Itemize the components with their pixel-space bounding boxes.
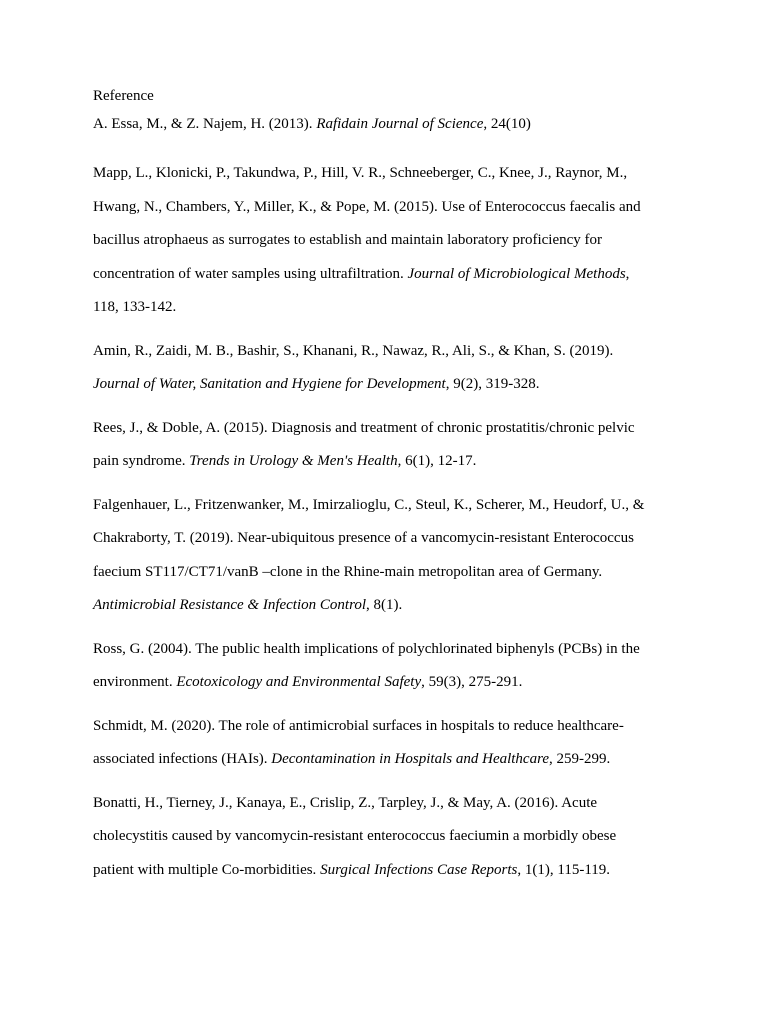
reference-text: , 8(1).	[366, 597, 403, 613]
reference-text: associated infections (HAIs).	[93, 751, 272, 767]
reference-entry	[93, 157, 673, 325]
reference-line	[93, 854, 673, 888]
reference-line	[93, 445, 673, 479]
reference-entry	[93, 114, 673, 134]
reference-text: 118, 133-142.	[93, 299, 177, 315]
reference-text: cholecystitis caused by vancomycin-resistant enterococcus faeciumin a morbidly obese	[93, 828, 617, 844]
reference-text: bacillus atrophaeus as surrogates to establish and maintain laboratory proficiency for	[93, 232, 603, 248]
reference-text: Mapp, L., Klonicki, P., Takundwa, P., Hill, V. R., Schneeberger, C., Knee, J., Raynor, M.,	[93, 165, 628, 181]
reference-text: environment.	[93, 674, 177, 690]
reference-line	[93, 224, 673, 258]
reference-line	[93, 335, 673, 369]
reference-line	[93, 589, 673, 623]
reference-source-title: Journal of Water, Sanitation and Hygiene for Development	[93, 376, 446, 392]
reference-line	[93, 666, 673, 700]
reference-text: Chakraborty, T. (2019). Near-ubiquitous presence of a vancomycin-resistant Enterococcus	[93, 530, 634, 546]
reference-text: , 24(10)	[483, 116, 531, 132]
reference-line	[93, 191, 673, 225]
reference-line	[93, 258, 673, 292]
reference-text: Ross, G. (2004). The public health implications of polychlorinated biphenyls (PCBs) in the	[93, 640, 640, 657]
reference-text: patient with multiple Co-morbidities.	[93, 861, 321, 878]
reference-text: Bonatti, H., Tierney, J., Kanaya, E., Crislip, Z., Tarpley, J., & May, A. (2016). Acute	[93, 794, 598, 811]
reference-line	[93, 710, 673, 744]
reference-source-title: Antimicrobial Resistance & Infection Control	[93, 597, 367, 613]
reference-entry	[93, 787, 673, 888]
reference-entry	[93, 335, 673, 402]
reference-list	[93, 86, 673, 897]
reference-line	[93, 291, 673, 325]
reference-entry	[93, 633, 673, 700]
reference-line	[93, 489, 673, 523]
reference-line	[93, 522, 673, 556]
reference-source-title: Decontamination in Hospitals and Healthcare	[271, 751, 550, 767]
reference-text: Falgenhauer, L., Fritzenwanker, M., Imirzalioglu, C., Steul, K., Scherer, M., Heudorf, U., &	[93, 496, 645, 513]
reference-line	[93, 368, 673, 402]
reference-text: , 1(1), 115-119.	[517, 861, 611, 878]
reference-text: pain syndrome.	[93, 453, 190, 469]
reference-line	[93, 787, 673, 821]
reference-text: , 59(3), 275-291.	[421, 674, 523, 690]
reference-source-title: Journal of Microbiological Methods	[407, 265, 626, 282]
reference-source-title: Rafidain Journal of Science	[316, 116, 484, 132]
reference-source-title: Trends in Urology & Men's Health	[189, 453, 398, 469]
reference-line	[93, 114, 673, 134]
reference-line	[93, 412, 673, 446]
reference-source-title: Surgical Infections Case Reports	[320, 861, 518, 878]
reference-entry	[93, 412, 673, 479]
reference-text: Rees, J., & Doble, A. (2015). Diagnosis and treatment of chronic prostatitis/chronic pelvic	[93, 419, 635, 436]
reference-text: concentration of water samples using ultrafiltration.	[93, 265, 408, 282]
reference-source-title: Ecotoxicology and Environmental Safety	[176, 674, 422, 690]
reference-text: , 6(1), 12-17.	[397, 453, 477, 469]
reference-line	[93, 820, 673, 854]
reference-text: faecium ST117/CT71/vanB –clone in the Rhine-main metropolitan area of Germany.	[93, 563, 603, 580]
reference-line	[93, 743, 673, 777]
reference-text: , 9(2), 319-328.	[445, 376, 540, 392]
reference-text: , 259-299.	[549, 751, 611, 767]
reference-line	[93, 633, 673, 667]
reference-line	[93, 157, 673, 191]
reference-text: Schmidt, M. (2020). The role of antimicrobial surfaces in hospitals to reduce healthcare-	[93, 717, 624, 734]
reference-text: Hwang, N., Chambers, Y., Miller, K., & Pope, M. (2015). Use of Enterococcus faecalis and	[93, 198, 641, 215]
reference-entry	[93, 710, 673, 777]
reference-heading: Reference	[93, 88, 154, 104]
reference-entry	[93, 489, 673, 623]
reference-line	[93, 556, 673, 590]
reference-text: Amin, R., Zaidi, M. B., Bashir, S., Khanani, R., Nawaz, R., Ali, S., & Khan, S. (2019).	[93, 342, 614, 359]
reference-text: A. Essa, M., & Z. Najem, H. (2013).	[93, 116, 317, 132]
reference-text: ,	[625, 265, 630, 282]
